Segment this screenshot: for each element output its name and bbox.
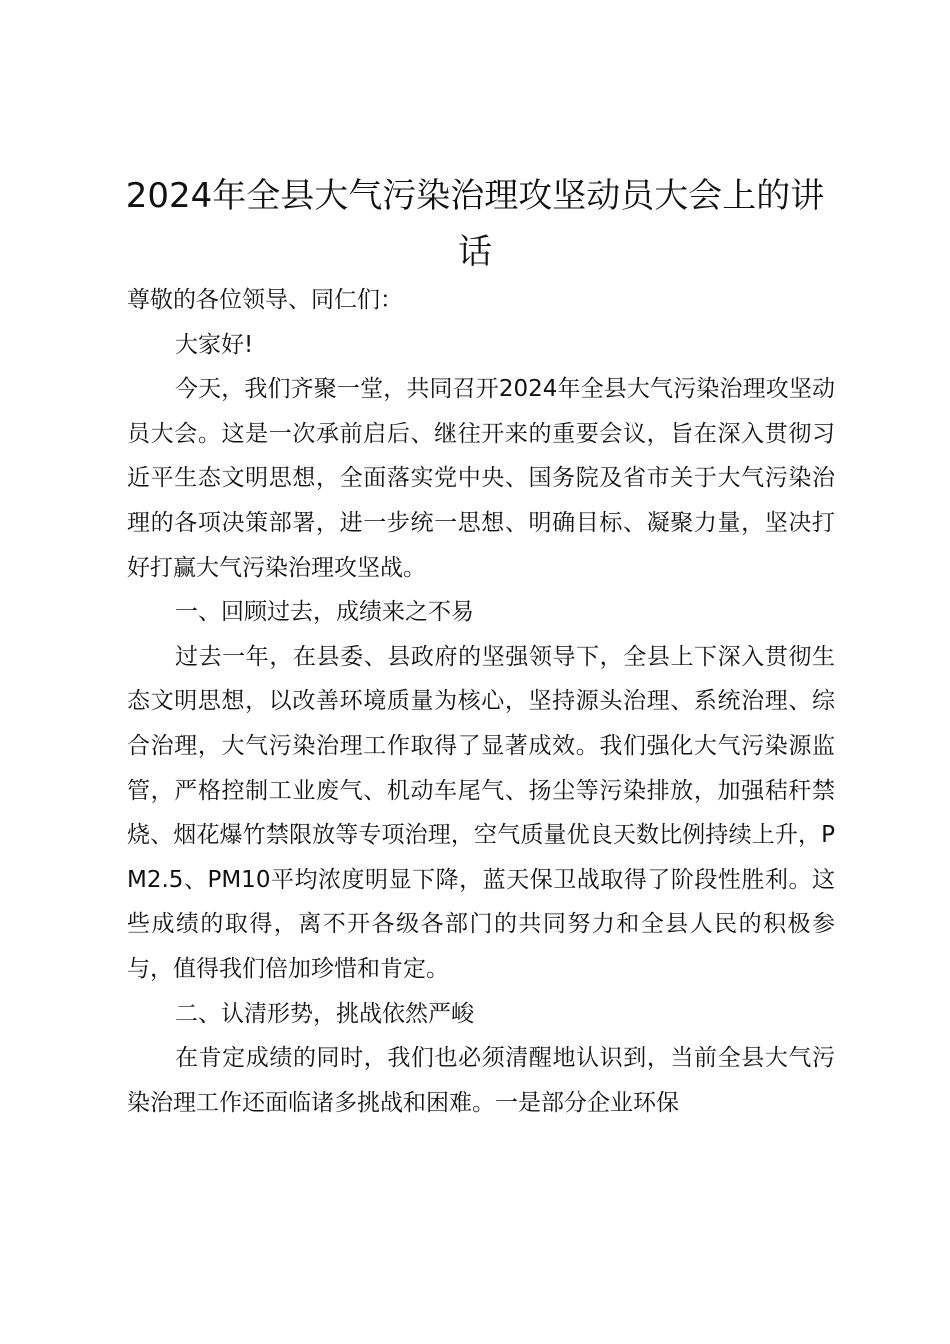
document-title: 2024年全县大气污染治理攻坚动员大会上的讲话 xyxy=(125,176,825,272)
greeting: 大家好! xyxy=(175,331,254,358)
document-body xyxy=(127,278,835,1125)
paragraph-opening: 今天，我们齐聚一堂，共同召开2024年全县大气污染治理攻坚动员大会。这是一次承前启后、继往开来的重要会议，旨在深入贯彻习近平生态文明思想，全面落实党中央、国务院及省市关于大气污染治理的各项决策部署，进一步统一思想、明确目标、凝聚力量，坚决打好打赢大气污染治理攻坚战。 xyxy=(127,376,835,581)
salutation: 尊敬的各位领导、同仁们： xyxy=(127,287,403,313)
section-heading-1: 一、回顾过去，成绩来之不易 xyxy=(175,599,474,626)
paragraph-challenges: 在肯定成绩的同时，我们也必须清醒地认识到，当前全县大气污染治理工作还面临诸多挑战和困难。一是部分企业环保 xyxy=(127,1045,835,1116)
paragraph-review: 过去一年，在县委、县政府的坚强领导下，全县上下深入贯彻生态文明思想，以改善环境质量为核心，坚持源头治理、系统治理、综合治理，大气污染治理工作取得了显著成效。我们强化大气污染源监管，严格控制工业废气、机动车尾气、扬尘等污染排放，加强秸秆禁烧、烟花爆竹禁限放等专项治理，空气质量优良天数比例持续上升，PM2.5、PM10平均浓度明显下降，蓝天保卫战取得了阶段性胜利。这些成绩的取得，离不开各级各部门的共同努力和全县人民的积极参与，值得我们倍加珍惜和肯定。 xyxy=(127,643,835,982)
section-heading-2: 二、认清形势，挑战依然严峻 xyxy=(175,1000,474,1027)
